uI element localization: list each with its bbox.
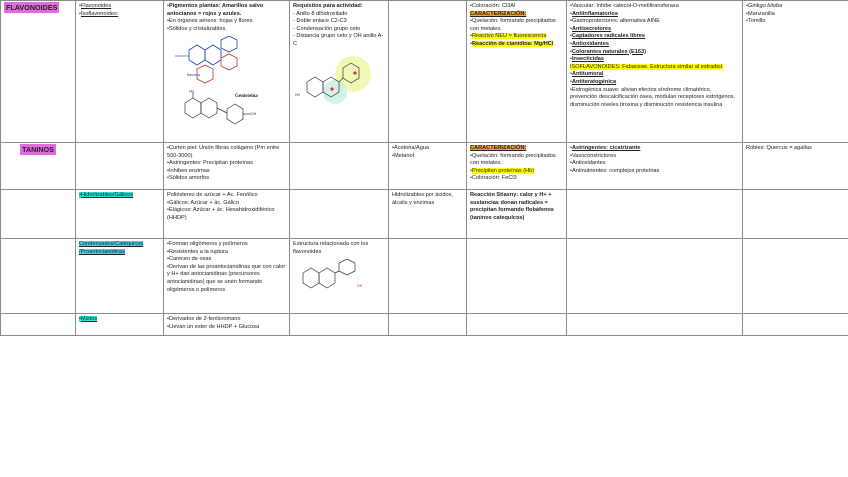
ejemplos-cell — [743, 143, 848, 190]
ejemplo-line: Tomillo — [747, 18, 766, 25]
prop-line: Inhiben enzimas — [168, 167, 210, 174]
estructura-cell — [290, 143, 389, 190]
ident-line: Reactivo NEU = fluorescencia — [471, 33, 547, 40]
identificacion-cell: •Coloración: Cl3Al CARACTERIZACIÓN: •Quelación: formando precipitados con metales. •Reactivo NEU = fluorescencia •Reacción de cianidina: Mg/HCl — [467, 1, 567, 143]
identificacion-cell — [467, 239, 567, 314]
prop-line: Llevan un ester de HHDP + Glucosa — [168, 323, 260, 330]
prop-line: En órganos aéreos: hojas y flores. — [168, 18, 254, 25]
sub-cell: •Mixtos — [76, 314, 164, 336]
svg-text:flavona: flavona — [187, 72, 200, 78]
propiedades-cell: •Curten piel: Unión fibras colágeno (Pm entre 500-3000) •Astringentes: Precipitan proteínas •Inhiben enzimas •Sólidos amorfos — [164, 143, 290, 190]
accion-line: Antiinflamatorios — [571, 10, 618, 17]
row-mixtos — [1, 314, 848, 336]
ejemplos-cell — [743, 239, 848, 314]
ejemplos-cell — [743, 190, 848, 239]
accion-line: Antinutrientes: complejos proteínas — [571, 167, 660, 174]
prop-line: Gálicos: Azúcar + ác. Gálico — [168, 199, 240, 206]
prop-line: Astringentes: Precipitan proteínas — [168, 160, 253, 167]
prop-line: Derivan de las proantocianidinas que con calor y H+ dan antocianidinas (precursores antocianidinas) que se unen formando oligómeros o polímeros — [167, 263, 286, 293]
row-flavonoides — [1, 1, 848, 143]
group-cell — [1, 314, 76, 336]
row-condensados — [1, 239, 848, 314]
accion-line: Vascular: Inhibe catecol-O-metiltransferasa — [571, 3, 679, 9]
accion-line: Antiteratogénica — [571, 78, 617, 85]
acciones-cell: •Vascular: Inhibe catecol-O-metiltransferasa •Antiinflamatorios •Gastroprotectores: alternativa AINE •Antisecretores •Captadores radicales libres •Antioxidantes •Colorantes naturales (E163) •Insecticidas ISOFLAVONOIDES: Fabaceae. Estructura similar al estradiol. •Antitumoral •Antiteratogénica •Estrogénica suave: alivian efectos síndrome climatérico, prevención descalcificación ósea, modulan receptores estrógenos, disminución niveles tiroxina y disminución resistencia insulina — [567, 1, 743, 143]
accion-line: ISOFLAVONOIDES: Fabaceae. Estructura similar al estradiol. — [570, 63, 724, 70]
caracterizacion-label: CARACTERIZACIÓN: — [470, 10, 527, 17]
flavonoid-structure-icon — [167, 36, 247, 86]
acciones-cell: •Astringentes: cicatrizante •Vasoconstrictores •Antioxidantes •Antinutrientes: complejos proteínas — [567, 143, 743, 190]
group-label: FLAVONOIDES — [6, 3, 58, 12]
extraccion-cell — [389, 314, 467, 336]
ident-line: Coloración: FeCl3 — [471, 175, 517, 182]
sub-item: Flavonoides — [80, 3, 112, 9]
accion-line: Estrogénica suave: alivian efectos síndrome climatérico, prevención descalcificación ósea, modulan receptores estrógenos, disminución niveles tiroxina y disminución resistencia insulina — [570, 86, 736, 108]
prop-line: Elágicos: Azúcar + ác. Hexahidroxidifénico (HHDP) — [167, 207, 275, 221]
propiedades-cell: •Derivados de 2-fenilcromano •Llevan un ester de HHDP + Glucosa — [164, 314, 290, 336]
estructura-line: - Doble enlace C2-C3 — [293, 18, 347, 25]
identificacion-cell — [467, 190, 567, 239]
group-cell — [1, 143, 76, 190]
sub-item: Hidrolizables/Gálicos — [80, 192, 134, 198]
estructura-line: - Condensación grupo ceto — [293, 25, 361, 32]
estructura-line: - Anillo 8 dihidroxilado — [293, 10, 348, 17]
prop-line: Sólidos y cristalizables. — [168, 25, 227, 32]
estructura-cell — [290, 190, 389, 239]
estructura-line: Estructura relacionada con los flavonoides — [293, 241, 369, 255]
extraccion-cell — [389, 1, 467, 143]
svg-text:OH: OH — [357, 284, 363, 289]
group-cell — [1, 1, 76, 143]
group-cell — [1, 239, 76, 314]
row-hidrolizables — [1, 190, 848, 239]
extraccion-cell — [389, 239, 467, 314]
flavonoid-activity-structure-icon — [293, 52, 383, 112]
prop-line: Carecen de osas — [168, 256, 212, 263]
group-label: TANINOS — [22, 145, 54, 154]
caracterizacion-label: CARACTERIZACIÓN: — [470, 145, 527, 151]
accion-line: Astringentes: cicatrizante — [571, 145, 641, 151]
ident-line: Reacción Stiasny: calor y H+ + sustancias donan radicales = precipitan formando flobáfenos (taninos catequicos) — [470, 192, 554, 221]
accion-line: Antioxidantes — [571, 40, 609, 47]
prop-line: Curten piel: Unión fibras colágeno (Pm entre 500-3000) — [167, 145, 280, 159]
ident-line: Coloración: Cl3Al — [471, 3, 516, 9]
svg-text:HO: HO — [189, 89, 195, 94]
accion-line: Colorantes naturales (E163) — [571, 48, 646, 55]
accion-line: Insecticidas — [571, 56, 604, 63]
accion-line: Gastroprotectores: alternativa AINE — [571, 18, 660, 25]
estructura-cell — [290, 314, 389, 336]
estructura-title: Requisitos para actividad: — [293, 3, 363, 9]
ident-line: Precipitan proteínas (Hb) — [471, 167, 535, 174]
prop-line: Poliésteres de azúcar + Ac. Fenólico — [167, 192, 258, 198]
acciones-cell — [567, 190, 743, 239]
accion-line: Vasoconstrictores — [571, 152, 617, 159]
ident-line: Quelación: formando precipitados con metales. — [470, 152, 556, 167]
prop-line: Forman oligómeros y polímeros — [168, 241, 248, 247]
ejemplo-line: Manzanilla — [747, 10, 775, 17]
extr-line: Hidrolizables por ácidos, álcalis y enzimas — [392, 192, 453, 206]
sub-item: Mixtos — [80, 316, 98, 322]
prop-line: Resistentes a la ruptura — [168, 248, 229, 255]
group-cell — [1, 190, 76, 239]
ident-line: Reacción de cianidina: Mg/HCl — [471, 40, 554, 47]
acciones-cell — [567, 239, 743, 314]
sub-cell: •Flavonoides •Isoflavonoides: — [76, 1, 164, 143]
extr-line: Metanol — [393, 152, 414, 159]
sub-item: Isoflavonoides: — [80, 10, 119, 17]
estructura-cell — [290, 1, 389, 143]
genisteina-structure-icon — [167, 89, 262, 129]
sub-cell: •Hidrolizables/Gálicos — [76, 190, 164, 239]
acciones-cell — [567, 314, 743, 336]
ident-line: Quelación: formando precipitados con metales. — [470, 18, 556, 32]
propiedades-cell: Poliésteres de azúcar + Ac. Fenólico •Gálicos: Azúcar + ác. Gálico •Elágicos: Azúcar + ác. Hexahidroxidifénico (HHDP) — [164, 190, 290, 239]
identificacion-cell: CARACTERIZACIÓN: •Quelación: formando precipitados con metales. •Precipitan proteínas (Hb) •Coloración: FeCl3 — [467, 143, 567, 190]
ejemplo-line: Robles: Quercus = agallas — [746, 145, 812, 151]
extraccion-cell: •Acetona/Agua •Metanol — [389, 143, 467, 190]
ejemplos-cell — [743, 314, 848, 336]
propiedades-cell: •Pigmentos plantas: Amarillos salvo antocianos = rojos y azules. •En órganos aéreos: hojas y flores. •Sólidos y cristalizables. flavona HO OH Genisteina — [164, 1, 290, 143]
identificacion-cell — [467, 314, 567, 336]
accion-line: Captadores radicales libres — [571, 33, 646, 40]
row-taninos — [1, 143, 848, 190]
sub-cell — [76, 143, 164, 190]
svg-text:HO: HO — [295, 92, 301, 97]
genisteina-label: Genisteina — [235, 94, 258, 100]
sub-cell — [76, 239, 164, 314]
accion-line: Antisecretores — [571, 25, 612, 32]
propiedades-cell: •Forman oligómeros y polímeros •Resistentes a la ruptura •Carecen de osas •Derivan de las proantocianidinas que con calor y H+ dan antocianidinas (precursores antocianidinas) que se unen formando oligómeros o polímeros — [164, 239, 290, 314]
prop-line: Derivados de 2-fenilcromano — [168, 316, 241, 322]
ejemplo-line: Ginkgo biloba — [747, 3, 783, 9]
prop-line: Sólidos amorfos — [168, 175, 210, 182]
ejemplos-cell: •Ginkgo biloba •Manzanilla •Tomillo — [743, 1, 848, 143]
accion-line: Antioxidantes — [571, 160, 606, 167]
extr-line: Acetona/Agua — [393, 145, 430, 151]
svg-text:OH: OH — [251, 112, 257, 117]
estructura-line: - Distancia grupo ceto y OH anillo A-C — [293, 33, 384, 47]
prop-line: Pigmentos plantas: Amarillos salvo antocianos = rojos y azules. — [167, 3, 264, 17]
extraccion-cell — [389, 190, 467, 239]
catechin-structure-icon — [293, 259, 373, 295]
estructura-cell — [290, 239, 389, 314]
accion-line: Antitumoral — [571, 71, 604, 78]
sub-item: Condensados/Catéquicos /Proantocianidinas — [79, 241, 144, 255]
